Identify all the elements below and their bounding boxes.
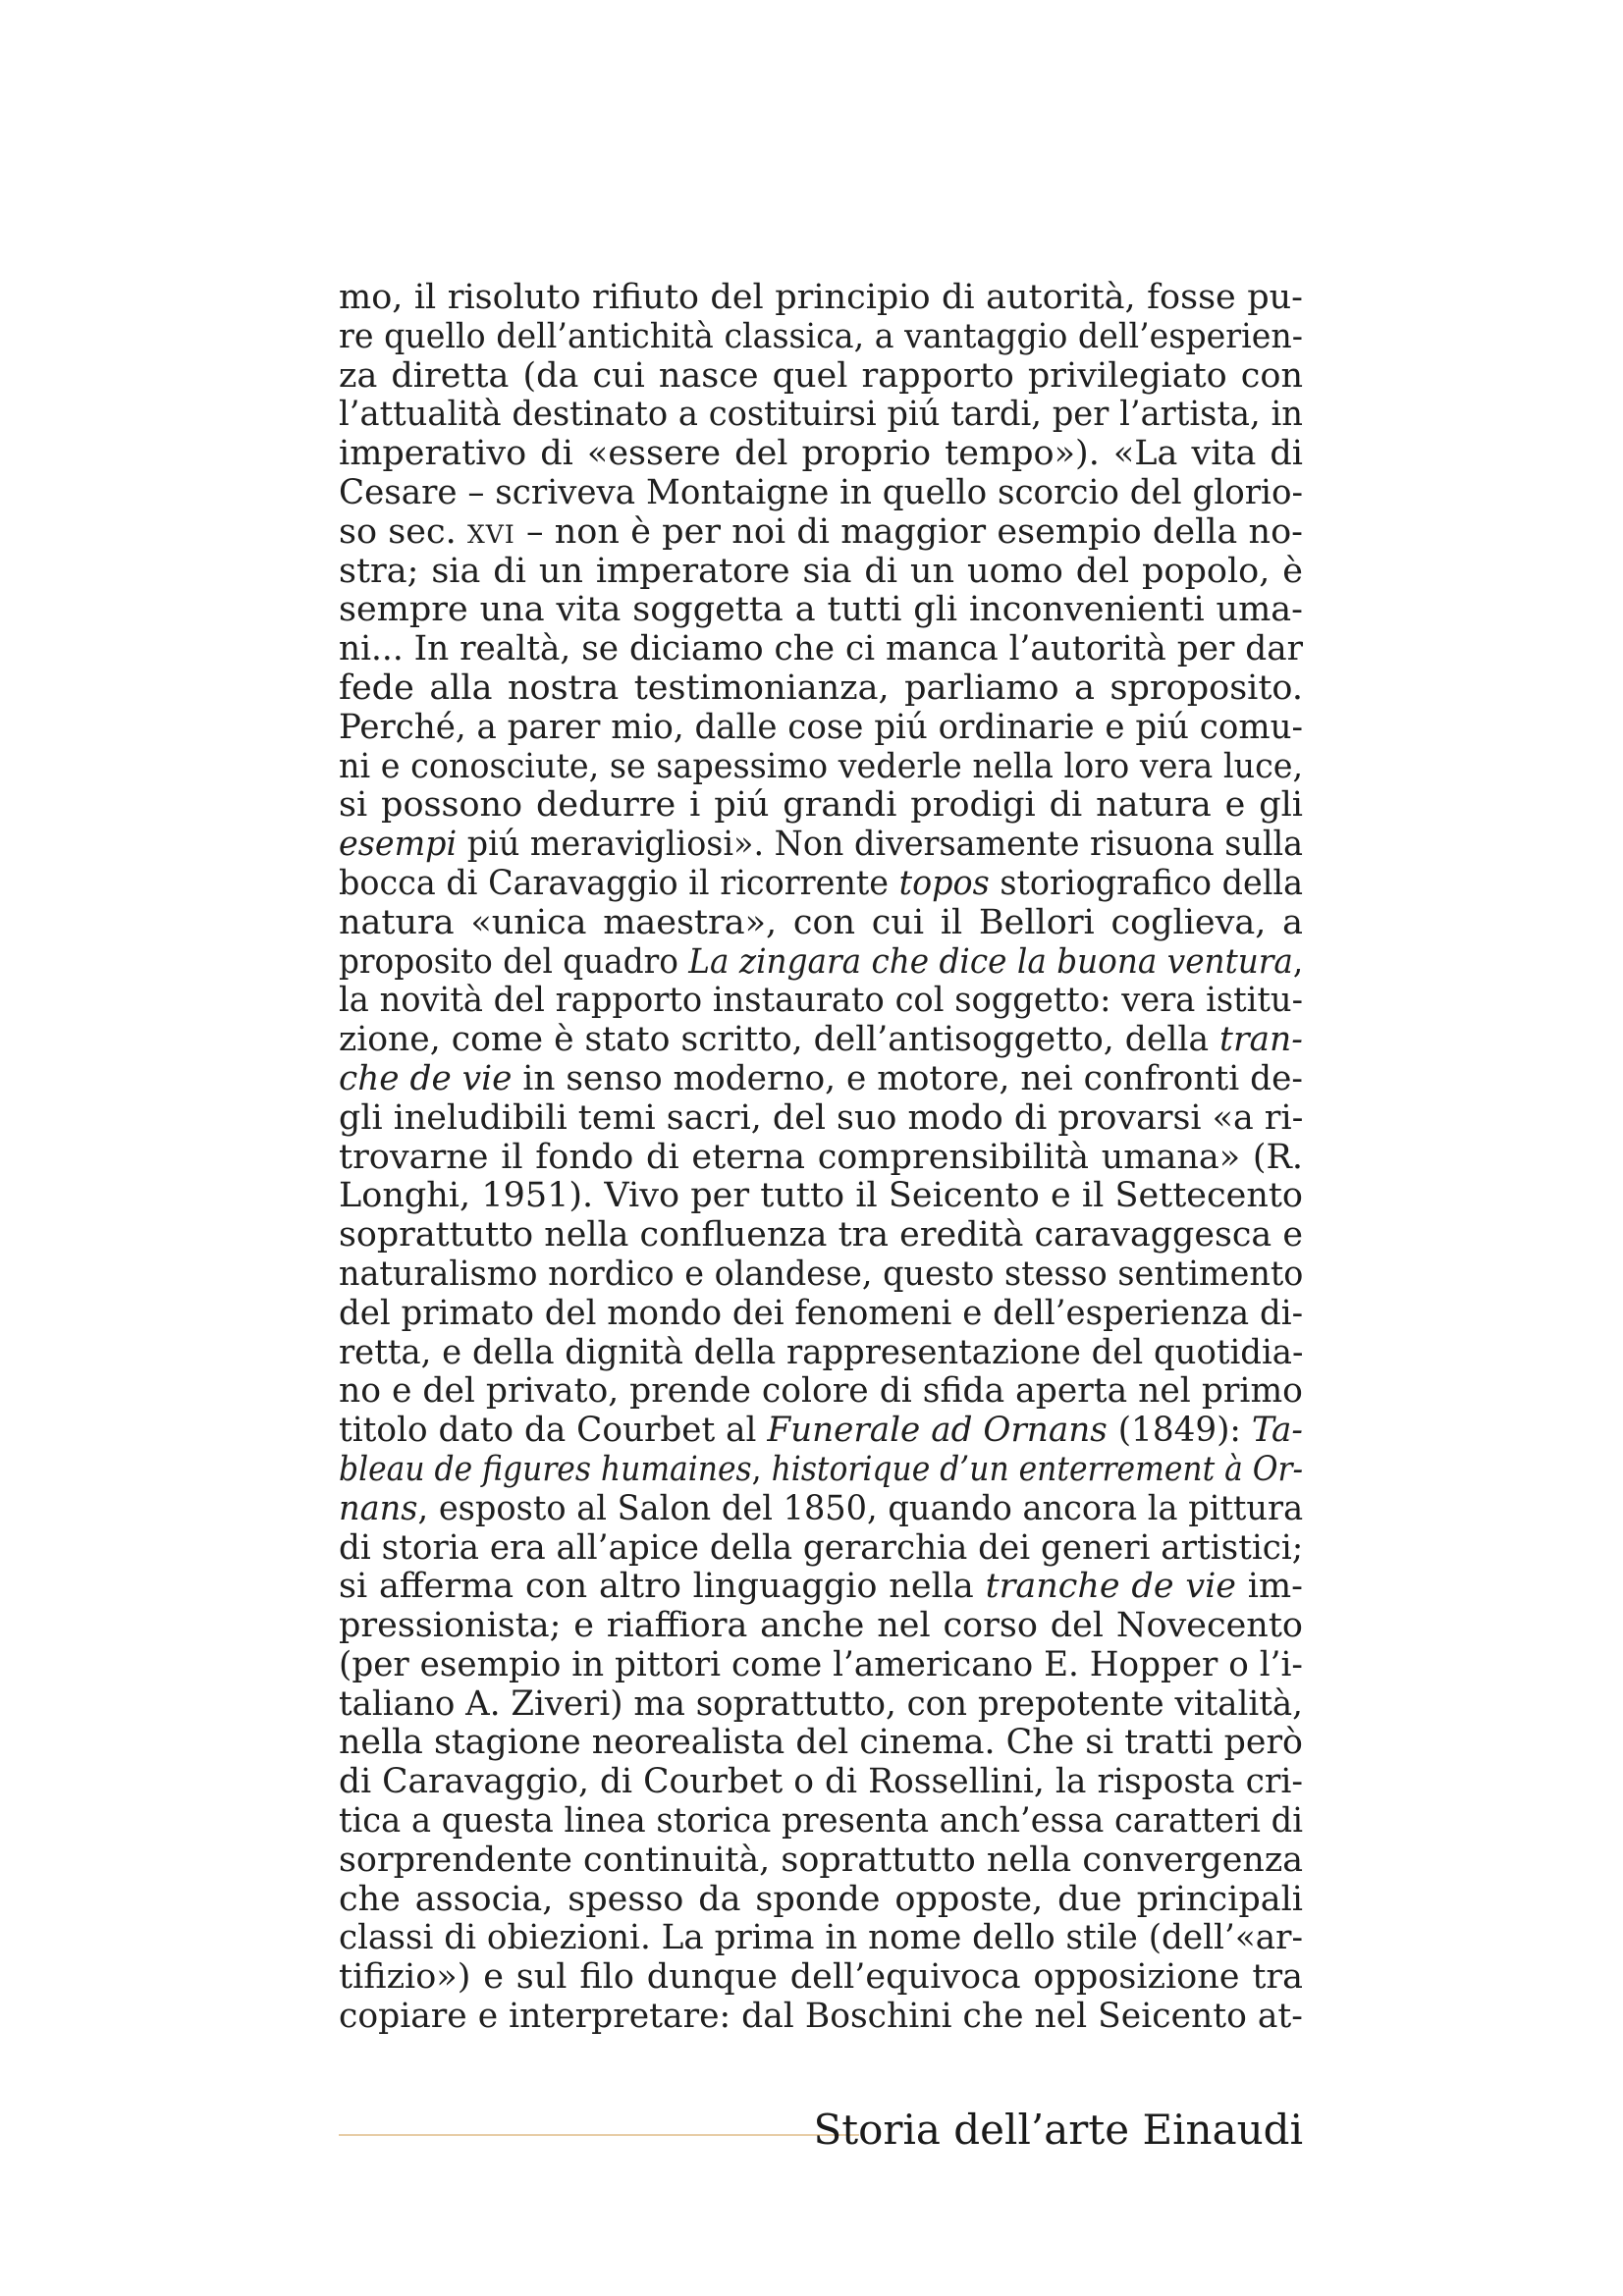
text-segment: , esposto al Salon del 1850, quando ancora la pittura — [417, 1488, 1304, 1528]
text-segment: Perché, a parer mio, dalle cose piú ordinarie e piú comu- — [339, 707, 1304, 747]
text-segment: za diretta (da cui nasce quel rapporto privilegiato con — [339, 355, 1303, 396]
text-segment: nella stagione neorealista del cinema. Che si tratti però — [339, 1723, 1303, 1763]
text-line — [339, 1646, 1303, 1685]
text-segment: , — [1292, 941, 1304, 982]
italic-text: nans — [339, 1488, 418, 1528]
text-segment: , — [751, 1449, 772, 1489]
text-segment: imperativo di «essere del proprio tempo»). «La vita di — [339, 434, 1303, 474]
text-line — [339, 1099, 1303, 1139]
text-line — [339, 591, 1303, 630]
text-segment: trovarne il fondo di eterna comprensibilità umana» (R. — [339, 1137, 1303, 1177]
text-segment: no e del privato, prende colore di sfida aperta nel primo — [339, 1371, 1303, 1412]
text-line — [339, 1490, 1303, 1529]
text-segment: tica a questa linea storica presenta anch’essa caratteri di — [339, 1801, 1303, 1842]
text-segment: Longhi, 1951). Vivo per tutto il Seicento e il Settecento — [339, 1176, 1303, 1216]
text-line — [339, 1919, 1303, 1958]
text-line — [339, 982, 1303, 1021]
italic-text: tranche de vie — [985, 1567, 1237, 1607]
text-line — [339, 630, 1303, 669]
text-line — [339, 669, 1303, 709]
text-segment: del primato del mondo dei fenomeni e dell’esperienza di- — [339, 1293, 1304, 1333]
text-line — [339, 1998, 1303, 2037]
text-line — [339, 904, 1303, 943]
text-line — [339, 1529, 1303, 1569]
text-line — [339, 357, 1303, 397]
text-line — [339, 1295, 1303, 1334]
text-segment: (per esempio in pittori come l’americano E. Hopper o l’i- — [339, 1644, 1303, 1684]
text-segment: pressionista; e riaffiora anche nel corso del Novecento — [339, 1606, 1303, 1646]
text-line — [339, 1021, 1303, 1060]
body-paragraph — [339, 279, 1303, 2037]
text-segment: natura «unica maestra», con cui il Bellori coglieva, a — [339, 902, 1303, 942]
small-caps-text: xvi — [466, 511, 515, 552]
italic-text: bleau de figures humaines — [339, 1449, 752, 1489]
footer-title: Storia dell’arte Einaudi — [813, 2106, 1303, 2154]
text-segment: retta, e della dignità della rappresentazione del quotidia- — [339, 1332, 1304, 1372]
text-line — [339, 1372, 1303, 1412]
text-segment: si afferma con altro linguaggio nella — [339, 1567, 986, 1607]
text-segment: tifizio») e sul filo dunque dell’equivoca opposizione tra — [339, 1957, 1303, 1998]
text-line — [339, 1216, 1303, 1255]
text-segment: l’attualità destinato a costituirsi piú tardi, per l’artista, in — [339, 395, 1303, 435]
text-line — [339, 1802, 1303, 1842]
italic-text: La zingara che dice la buona ventura — [688, 941, 1293, 982]
text-segment: sorprendente continuità, soprattutto nella convergenza — [339, 1840, 1304, 1880]
text-line — [339, 1139, 1303, 1178]
text-line — [339, 943, 1303, 983]
text-line — [339, 1451, 1303, 1490]
text-line — [339, 826, 1303, 865]
text-line — [339, 1607, 1303, 1646]
text-segment: gli ineludibili temi sacri, del suo modo di provarsi «a ri- — [339, 1097, 1304, 1138]
text-segment: di storia era all’apice della gerarchia dei generi artistici; — [339, 1527, 1304, 1568]
text-line — [339, 786, 1303, 826]
text-line — [339, 513, 1303, 553]
text-line — [339, 435, 1303, 474]
text-segment: che associa, spesso da sponde opposte, due principali — [339, 1879, 1303, 1919]
footer-rule — [339, 2134, 859, 2136]
italic-text: Ta- — [1251, 1411, 1303, 1451]
text-line — [339, 1881, 1303, 1920]
text-segment: ni... In realtà, se diciamo che ci manca l’autorità per dar — [339, 629, 1304, 669]
text-segment: si possono dedurre i piú grandi prodigi di natura e gli — [339, 785, 1303, 826]
text-segment: proposito del quadro — [339, 941, 689, 982]
text-line — [339, 865, 1303, 904]
text-segment: storiografico della — [989, 863, 1304, 903]
text-segment: so sec. — [339, 511, 467, 552]
text-segment: re quello dell’antichità classica, a vantaggio dell’esperien- — [339, 316, 1304, 356]
text-line — [339, 1255, 1303, 1295]
text-segment: di Caravaggio, di Courbet o di Rossellini, la risposta cri- — [339, 1762, 1304, 1802]
text-line — [339, 1842, 1303, 1881]
text-segment: mo, il risoluto rifiuto del principio di autorità, fosse pu- — [339, 278, 1303, 317]
italic-text: topos — [898, 863, 990, 903]
italic-text: tran- — [1219, 1020, 1303, 1060]
text-segment: piú meravigliosi». Non diversamente risuona sulla — [457, 825, 1304, 865]
text-line — [339, 709, 1303, 748]
text-line — [339, 474, 1303, 513]
italic-text: historique d’un enterrement à Or- — [771, 1449, 1304, 1489]
text-line — [339, 279, 1303, 318]
text-line — [339, 1958, 1303, 1998]
text-segment: Cesare – scriveva Montaigne in quello scorcio del glorio- — [339, 472, 1304, 512]
italic-text: che de vie — [339, 1058, 513, 1098]
text-line — [339, 1334, 1303, 1373]
text-segment: zione, come è stato scritto, dell’antisoggetto, della — [339, 1020, 1220, 1060]
text-segment: (1849): — [1107, 1411, 1252, 1451]
text-line — [339, 1568, 1303, 1607]
text-segment: – non è per noi di maggior esempio della no- — [514, 511, 1303, 552]
text-line — [339, 1763, 1303, 1802]
text-segment: classi di obiezioni. La prima in nome dello stile (dell’«ar- — [339, 1918, 1303, 1958]
text-line — [339, 553, 1303, 592]
text-segment: fede alla nostra testimonianza, parliamo a sproposito. — [339, 667, 1303, 708]
text-segment: in senso moderno, e motore, nei confronti de- — [512, 1058, 1303, 1098]
text-segment: ni e conosciute, se sapessimo vederle nella loro vera luce, — [339, 746, 1304, 786]
text-line — [339, 318, 1303, 357]
page-footer — [339, 2101, 1303, 2160]
text-line — [339, 748, 1303, 787]
text-segment: taliano A. Ziveri) ma soprattutto, con prepotente vitalità, — [339, 1683, 1303, 1724]
text-segment: titolo dato da Courbet al — [339, 1411, 768, 1451]
text-segment: bocca di Caravaggio il ricorrente — [339, 863, 899, 903]
text-line — [339, 1060, 1303, 1099]
italic-text: esempi — [339, 825, 458, 865]
text-line — [339, 1177, 1303, 1216]
text-line — [339, 1724, 1303, 1763]
text-segment: stra; sia di un imperatore sia di un uomo del popolo, è — [339, 551, 1303, 591]
text-line — [339, 1685, 1303, 1725]
text-line — [339, 396, 1303, 435]
text-segment: copiare e interpretare: dal Boschini che nel Seicento at- — [339, 1997, 1303, 2037]
text-segment: naturalismo nordico e olandese, questo stesso sentimento — [339, 1254, 1304, 1294]
text-segment: im- — [1236, 1567, 1304, 1607]
text-segment: soprattutto nella confluenza tra eredità caravaggesca e — [339, 1215, 1303, 1255]
text-line — [339, 1412, 1303, 1451]
text-segment: la novità del rapporto instaurato col soggetto: vera istitu- — [339, 981, 1303, 1021]
text-segment: sempre una vita soggetta a tutti gli inconvenienti uma- — [339, 590, 1303, 630]
italic-text: Funerale ad Ornans — [767, 1411, 1108, 1451]
